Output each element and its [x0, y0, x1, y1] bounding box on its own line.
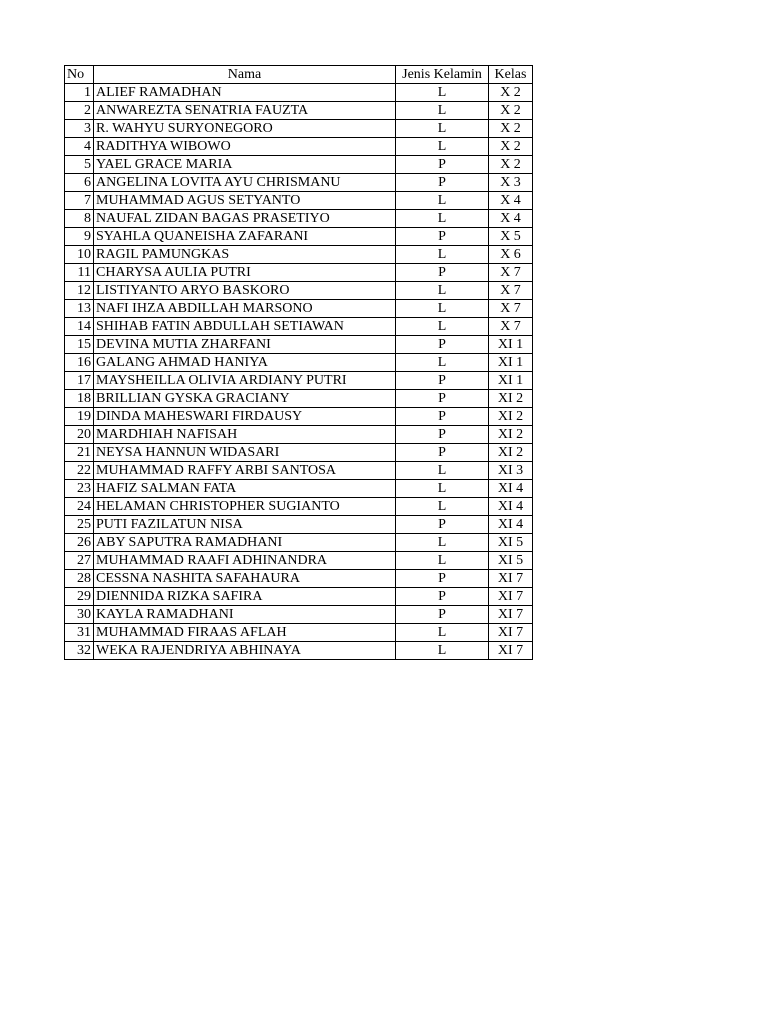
cell-jenis-kelamin: L	[396, 498, 489, 516]
cell-kelas: XI 4	[489, 480, 533, 498]
table-header-row	[65, 66, 533, 84]
cell-jenis-kelamin: L	[396, 552, 489, 570]
table-row	[65, 138, 533, 156]
cell-nama: HELAMAN CHRISTOPHER SUGIANTO	[94, 498, 396, 516]
cell-kelas: X 2	[489, 102, 533, 120]
cell-kelas: XI 3	[489, 462, 533, 480]
cell-nama: DINDA MAHESWARI FIRDAUSY	[94, 408, 396, 426]
cell-jenis-kelamin: L	[396, 84, 489, 102]
table-row	[65, 102, 533, 120]
cell-kelas: XI 1	[489, 372, 533, 390]
cell-jenis-kelamin: L	[396, 300, 489, 318]
cell-kelas: X 5	[489, 228, 533, 246]
cell-jenis-kelamin: L	[396, 102, 489, 120]
table-row	[65, 534, 533, 552]
cell-jenis-kelamin: P	[396, 426, 489, 444]
cell-jenis-kelamin: L	[396, 120, 489, 138]
cell-kelas: XI 7	[489, 570, 533, 588]
cell-kelas: X 2	[489, 138, 533, 156]
cell-no: 13	[65, 300, 94, 318]
cell-nama: MUHAMMAD AGUS SETYANTO	[94, 192, 396, 210]
cell-no: 23	[65, 480, 94, 498]
cell-kelas: X 7	[489, 264, 533, 282]
cell-nama: MAYSHEILLA OLIVIA ARDIANY PUTRI	[94, 372, 396, 390]
cell-nama: MARDHIAH NAFISAH	[94, 426, 396, 444]
table-row	[65, 120, 533, 138]
cell-jenis-kelamin: P	[396, 336, 489, 354]
table-row	[65, 84, 533, 102]
cell-nama: BRILLIAN GYSKA GRACIANY	[94, 390, 396, 408]
cell-nama: DEVINA MUTIA ZHARFANI	[94, 336, 396, 354]
cell-jenis-kelamin: P	[396, 390, 489, 408]
cell-no: 29	[65, 588, 94, 606]
cell-jenis-kelamin: L	[396, 282, 489, 300]
table-row	[65, 282, 533, 300]
cell-nama: ANGELINA LOVITA AYU CHRISMANU	[94, 174, 396, 192]
table-body	[65, 84, 533, 660]
cell-no: 31	[65, 624, 94, 642]
cell-no: 12	[65, 282, 94, 300]
cell-kelas: XI 2	[489, 408, 533, 426]
table-row	[65, 642, 533, 660]
table-row	[65, 192, 533, 210]
cell-nama: NEYSA HANNUN WIDASARI	[94, 444, 396, 462]
cell-nama: RAGIL PAMUNGKAS	[94, 246, 396, 264]
cell-no: 19	[65, 408, 94, 426]
cell-no: 22	[65, 462, 94, 480]
cell-jenis-kelamin: L	[396, 534, 489, 552]
cell-kelas: XI 2	[489, 390, 533, 408]
cell-jenis-kelamin: L	[396, 318, 489, 336]
cell-kelas: X 7	[489, 282, 533, 300]
header-no: No	[65, 66, 94, 84]
table-row	[65, 354, 533, 372]
cell-nama: SYAHLA QUANEISHA ZAFARANI	[94, 228, 396, 246]
cell-no: 18	[65, 390, 94, 408]
cell-nama: PUTI FAZILATUN NISA	[94, 516, 396, 534]
cell-nama: HAFIZ SALMAN FATA	[94, 480, 396, 498]
table-row	[65, 264, 533, 282]
table-row	[65, 300, 533, 318]
table-row	[65, 552, 533, 570]
cell-nama: WEKA RAJENDRIYA ABHINAYA	[94, 642, 396, 660]
table-row	[65, 318, 533, 336]
cell-jenis-kelamin: P	[396, 228, 489, 246]
cell-no: 15	[65, 336, 94, 354]
table-row	[65, 570, 533, 588]
table-row	[65, 228, 533, 246]
cell-nama: ANWAREZTA SENATRIA FAUZTA	[94, 102, 396, 120]
cell-jenis-kelamin: L	[396, 642, 489, 660]
table-row	[65, 372, 533, 390]
cell-no: 14	[65, 318, 94, 336]
cell-no: 21	[65, 444, 94, 462]
table-row	[65, 426, 533, 444]
cell-no: 26	[65, 534, 94, 552]
cell-jenis-kelamin: P	[396, 408, 489, 426]
table-row	[65, 444, 533, 462]
cell-nama: SHIHAB FATIN ABDULLAH SETIAWAN	[94, 318, 396, 336]
table-row	[65, 606, 533, 624]
cell-kelas: XI 1	[489, 354, 533, 372]
table-row	[65, 390, 533, 408]
cell-kelas: XI 7	[489, 624, 533, 642]
cell-kelas: X 7	[489, 318, 533, 336]
cell-nama: NAUFAL ZIDAN BAGAS PRASETIYO	[94, 210, 396, 228]
table-row	[65, 210, 533, 228]
cell-jenis-kelamin: L	[396, 246, 489, 264]
cell-jenis-kelamin: P	[396, 570, 489, 588]
cell-jenis-kelamin: P	[396, 444, 489, 462]
header-nama: Nama	[94, 66, 396, 84]
cell-kelas: X 2	[489, 120, 533, 138]
table-row	[65, 624, 533, 642]
cell-kelas: XI 2	[489, 426, 533, 444]
cell-kelas: X 7	[489, 300, 533, 318]
cell-jenis-kelamin: P	[396, 174, 489, 192]
student-table	[64, 65, 533, 660]
table-row	[65, 408, 533, 426]
cell-no: 2	[65, 102, 94, 120]
cell-nama: ALIEF RAMADHAN	[94, 84, 396, 102]
cell-nama: NAFI IHZA ABDILLAH MARSONO	[94, 300, 396, 318]
cell-nama: YAEL GRACE MARIA	[94, 156, 396, 174]
table-row	[65, 156, 533, 174]
cell-no: 7	[65, 192, 94, 210]
cell-kelas: X 2	[489, 156, 533, 174]
cell-kelas: X 3	[489, 174, 533, 192]
table-row	[65, 498, 533, 516]
cell-no: 8	[65, 210, 94, 228]
cell-kelas: X 4	[489, 192, 533, 210]
cell-no: 28	[65, 570, 94, 588]
cell-nama: ABY SAPUTRA RAMADHANI	[94, 534, 396, 552]
table-row	[65, 174, 533, 192]
cell-jenis-kelamin: P	[396, 606, 489, 624]
cell-nama: RADITHYA WIBOWO	[94, 138, 396, 156]
cell-kelas: XI 4	[489, 498, 533, 516]
cell-nama: CESSNA NASHITA SAFAHAURA	[94, 570, 396, 588]
header-jenis-kelamin: Jenis Kelamin	[396, 66, 489, 84]
cell-jenis-kelamin: P	[396, 588, 489, 606]
cell-no: 32	[65, 642, 94, 660]
cell-nama: R. WAHYU SURYONEGORO	[94, 120, 396, 138]
cell-no: 9	[65, 228, 94, 246]
cell-kelas: X 4	[489, 210, 533, 228]
cell-no: 5	[65, 156, 94, 174]
cell-nama: CHARYSA AULIA PUTRI	[94, 264, 396, 282]
cell-kelas: XI 7	[489, 606, 533, 624]
cell-no: 24	[65, 498, 94, 516]
cell-kelas: XI 2	[489, 444, 533, 462]
table-row	[65, 516, 533, 534]
cell-nama: KAYLA RAMADHANI	[94, 606, 396, 624]
cell-jenis-kelamin: P	[396, 264, 489, 282]
cell-nama: DIENNIDA RIZKA SAFIRA	[94, 588, 396, 606]
cell-jenis-kelamin: L	[396, 480, 489, 498]
cell-nama: MUHAMMAD RAFFY ARBI SANTOSA	[94, 462, 396, 480]
cell-nama: LISTIYANTO ARYO BASKORO	[94, 282, 396, 300]
cell-no: 11	[65, 264, 94, 282]
cell-no: 4	[65, 138, 94, 156]
cell-kelas: XI 7	[489, 642, 533, 660]
cell-jenis-kelamin: L	[396, 462, 489, 480]
cell-nama: GALANG AHMAD HANIYA	[94, 354, 396, 372]
cell-no: 16	[65, 354, 94, 372]
cell-no: 1	[65, 84, 94, 102]
cell-kelas: XI 5	[489, 552, 533, 570]
cell-no: 17	[65, 372, 94, 390]
table-row	[65, 336, 533, 354]
cell-jenis-kelamin: L	[396, 192, 489, 210]
header-kelas: Kelas	[489, 66, 533, 84]
table-row	[65, 588, 533, 606]
table-row	[65, 480, 533, 498]
cell-no: 25	[65, 516, 94, 534]
cell-kelas: X 2	[489, 84, 533, 102]
cell-no: 6	[65, 174, 94, 192]
cell-jenis-kelamin: L	[396, 354, 489, 372]
cell-nama: MUHAMMAD RAAFI ADHINANDRA	[94, 552, 396, 570]
cell-kelas: X 6	[489, 246, 533, 264]
cell-jenis-kelamin: L	[396, 624, 489, 642]
table-row	[65, 246, 533, 264]
cell-kelas: XI 7	[489, 588, 533, 606]
cell-jenis-kelamin: L	[396, 210, 489, 228]
cell-jenis-kelamin: P	[396, 516, 489, 534]
cell-nama: MUHAMMAD FIRAAS AFLAH	[94, 624, 396, 642]
cell-kelas: XI 4	[489, 516, 533, 534]
cell-no: 10	[65, 246, 94, 264]
cell-jenis-kelamin: L	[396, 138, 489, 156]
cell-no: 27	[65, 552, 94, 570]
cell-jenis-kelamin: P	[396, 156, 489, 174]
cell-no: 3	[65, 120, 94, 138]
table-row	[65, 462, 533, 480]
cell-no: 20	[65, 426, 94, 444]
cell-kelas: XI 1	[489, 336, 533, 354]
cell-kelas: XI 5	[489, 534, 533, 552]
cell-no: 30	[65, 606, 94, 624]
cell-jenis-kelamin: P	[396, 372, 489, 390]
